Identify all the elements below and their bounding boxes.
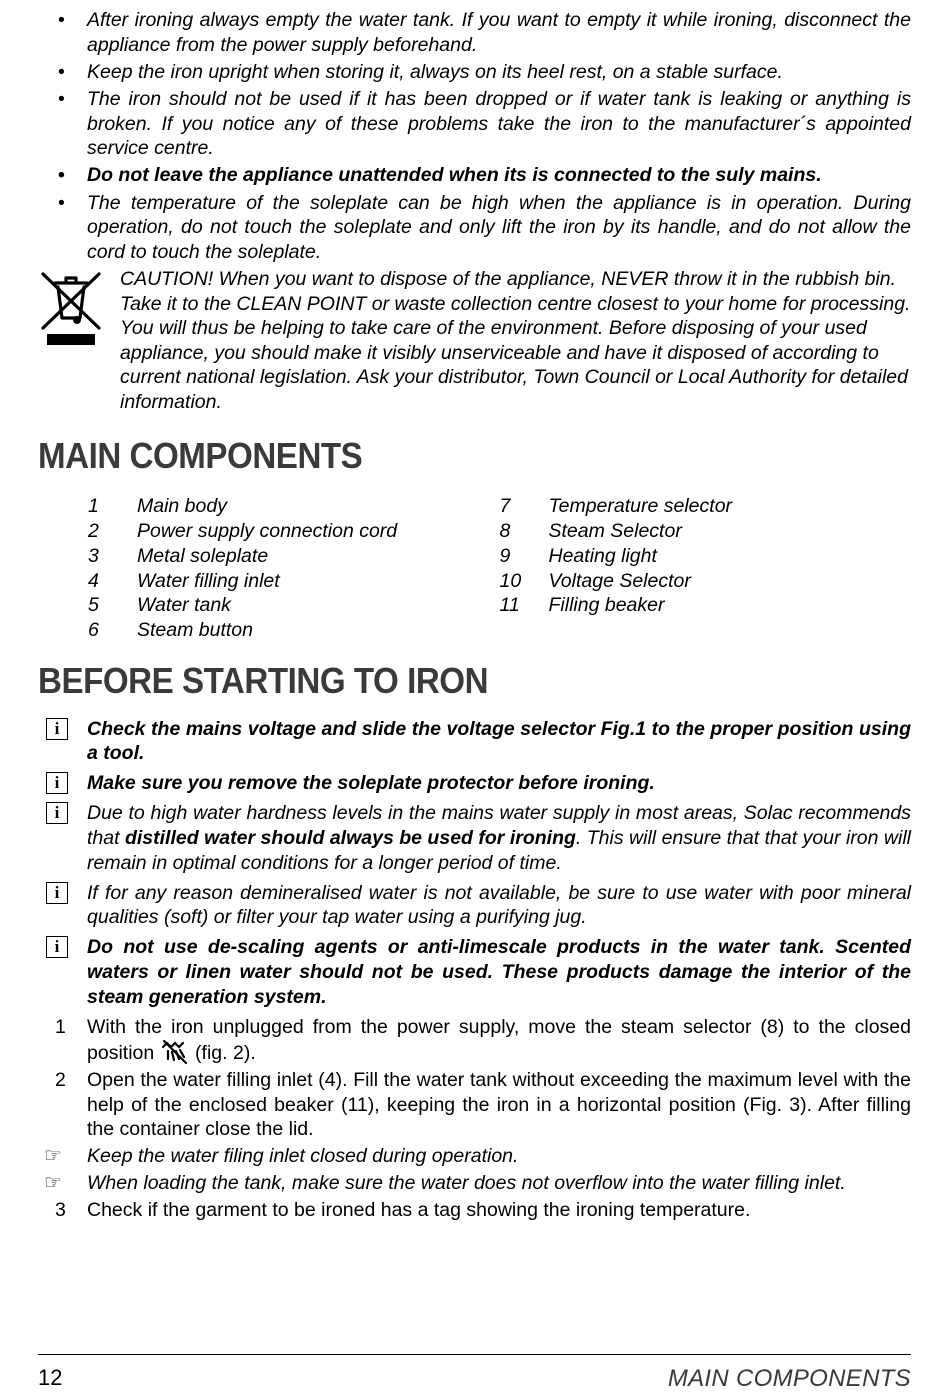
section-title-before-starting: BEFORE STARTING TO IRON <box>38 659 489 701</box>
info-note-text: Do not use de-scaling agents or anti-limescale products in the water tank. Scented waters or linen water should not be used. These products damage the interior of the steam generation system. <box>87 936 911 1008</box>
component-number: 2 <box>88 520 99 543</box>
safety-bullet-warning <box>38 163 911 188</box>
safety-bullet <box>38 191 911 265</box>
bullet-dot: • <box>58 164 65 187</box>
step-text-end: (fig. 2). <box>189 1042 256 1065</box>
safety-bullet-text: The iron should not be used if it has been dropped or if water tank is leaking or anything is broken. If you notice any of these problems take the iron to the manufacturer´s appointed service centre. <box>87 87 911 160</box>
component-item <box>88 569 500 594</box>
step-text: Open the water filling inlet (4). Fill the water tank without exceeding the maximum level with the help of the enclosed beaker (11), keeping the iron in a horizontal position (Fig. 3). After filling the container close the lid. <box>87 1069 911 1141</box>
component-item <box>500 519 912 544</box>
info-note <box>38 935 911 1009</box>
info-note <box>38 881 911 930</box>
component-number: 9 <box>499 544 511 567</box>
pointing-note <box>38 1171 911 1195</box>
safety-bullet <box>38 60 911 85</box>
info-note-text: If for any reason demineralised water is not available, be sure to use water with poor mineral qualities (soft) or filter your tap water using a purifying jug. <box>87 881 911 929</box>
instruction-step <box>38 1015 911 1066</box>
info-icon: i <box>46 772 68 794</box>
weee-crossed-bin-icon <box>41 270 101 346</box>
step-number: 2 <box>55 1069 66 1092</box>
note-text: Keep the water filing inlet closed during operation. <box>87 1145 519 1168</box>
step-number: 1 <box>55 1015 66 1038</box>
info-note-text-end: . This will ensure that that your iron will remain in optimal conditions for a longer period of time. <box>87 827 911 874</box>
component-number: 4 <box>88 569 99 592</box>
note-text: When loading the tank, make sure the water does not overflow into the water filling inlet. <box>87 1172 846 1195</box>
component-label: Power supply connection cord <box>137 520 398 543</box>
component-number: 7 <box>499 495 511 518</box>
component-item <box>500 593 912 618</box>
component-label: Main body <box>137 495 227 518</box>
components-list <box>38 494 911 642</box>
component-number: 1 <box>88 495 99 518</box>
components-column-left <box>88 494 500 642</box>
component-label: Steam Selector <box>548 520 682 543</box>
pointing-hand-icon: ☞ <box>44 1172 62 1195</box>
components-column-right <box>500 494 912 642</box>
info-note-text: Check the mains voltage and slide the voltage selector Fig.1 to the proper position using a tool. <box>87 717 911 765</box>
component-label: Voltage Selector <box>548 569 691 592</box>
component-label: Metal soleplate <box>137 544 269 567</box>
component-number: 11 <box>499 594 520 617</box>
info-note <box>38 801 911 875</box>
info-icon: i <box>46 882 68 904</box>
bullet-dot: • <box>58 191 65 214</box>
page-number: 12 <box>38 1365 63 1390</box>
page-footer <box>38 1354 911 1392</box>
info-note-text-emphasis: distilled water should always be used for ironing <box>124 827 576 850</box>
component-item <box>88 593 500 618</box>
instruction-step <box>38 1198 911 1223</box>
info-icon: i <box>46 936 68 958</box>
disposal-caution <box>38 267 911 415</box>
info-note <box>38 771 911 796</box>
steam-off-icon <box>160 1039 190 1065</box>
bullet-dot: • <box>58 9 65 31</box>
component-item <box>88 544 500 569</box>
safety-bullet <box>38 8 911 57</box>
component-number: 3 <box>88 544 99 567</box>
info-note-text-start: Due to high water hardness levels in the mains water supply in most areas, Solac recommends that <box>87 802 911 850</box>
component-label: Heating light <box>548 544 657 567</box>
manual-page <box>38 8 911 1225</box>
safety-bullet-text: Keep the iron upright when storing it, always on its heel rest, on a stable surface. <box>87 60 783 83</box>
info-note <box>38 717 911 766</box>
safety-bullet <box>38 87 911 161</box>
safety-bullet-text: Do not leave the appliance unattended when its is connected to the suly mains. <box>87 164 822 187</box>
caution-text: CAUTION! When you want to dispose of the appliance, NEVER throw it in the rubbish bin. Take it to the CLEAN POINT or waste collection centre closest to your home for processing. You will thus be helping to take care of the environment. Before disposing of your used appliance, you should make it visibly unserviceable and have it disposed of according to current national legislation. Ask your distributor, Town Council or Local Authority for detailed information. <box>120 267 911 413</box>
instruction-step <box>38 1068 911 1142</box>
info-icon: i <box>46 718 68 740</box>
component-item <box>88 494 500 519</box>
footer-section-title: MAIN COMPONENTS <box>667 1365 911 1392</box>
component-number: 5 <box>88 594 99 617</box>
step-number: 3 <box>55 1198 66 1221</box>
step-text: Check if the garment to be ironed has a tag showing the ironing temperature. <box>87 1198 751 1221</box>
pointing-hand-icon: ☞ <box>44 1145 62 1168</box>
bullet-dot: • <box>58 87 65 110</box>
pointing-note <box>38 1144 911 1168</box>
component-number: 8 <box>499 520 511 543</box>
info-icon: i <box>46 802 68 824</box>
component-item <box>500 569 912 594</box>
component-item <box>88 519 500 544</box>
bullet-dot: • <box>58 60 65 83</box>
component-item <box>88 618 500 643</box>
safety-bullet-text: After ironing always empty the water tank. If you want to empty it while ironing, disconnect the appliance from the power supply beforehand. <box>87 9 911 56</box>
step-text-start: With the iron unplugged from the power supply, move the steam selector (8) to the closed position <box>87 1015 911 1065</box>
info-note-text: Make sure you remove the soleplate protector before ironing. <box>87 772 655 795</box>
safety-bullet-text: The temperature of the soleplate can be high when the appliance is in operation. During operation, do not touch the soleplate and only lift the iron by its handle, and do not allow the cord to touch the soleplate. <box>87 191 911 263</box>
safety-bullet-list <box>38 8 911 264</box>
component-label: Filling beaker <box>548 594 665 617</box>
component-number: 6 <box>88 618 99 641</box>
component-label: Temperature selector <box>548 495 733 518</box>
info-notes <box>38 717 911 1010</box>
component-label: Water tank <box>137 594 231 617</box>
section-title-main-components: MAIN COMPONENTS <box>38 435 363 477</box>
component-label: Water filling inlet <box>137 569 280 592</box>
component-item <box>500 494 912 519</box>
component-item <box>500 544 912 569</box>
component-number: 10 <box>499 569 522 592</box>
component-label: Steam button <box>137 618 253 641</box>
